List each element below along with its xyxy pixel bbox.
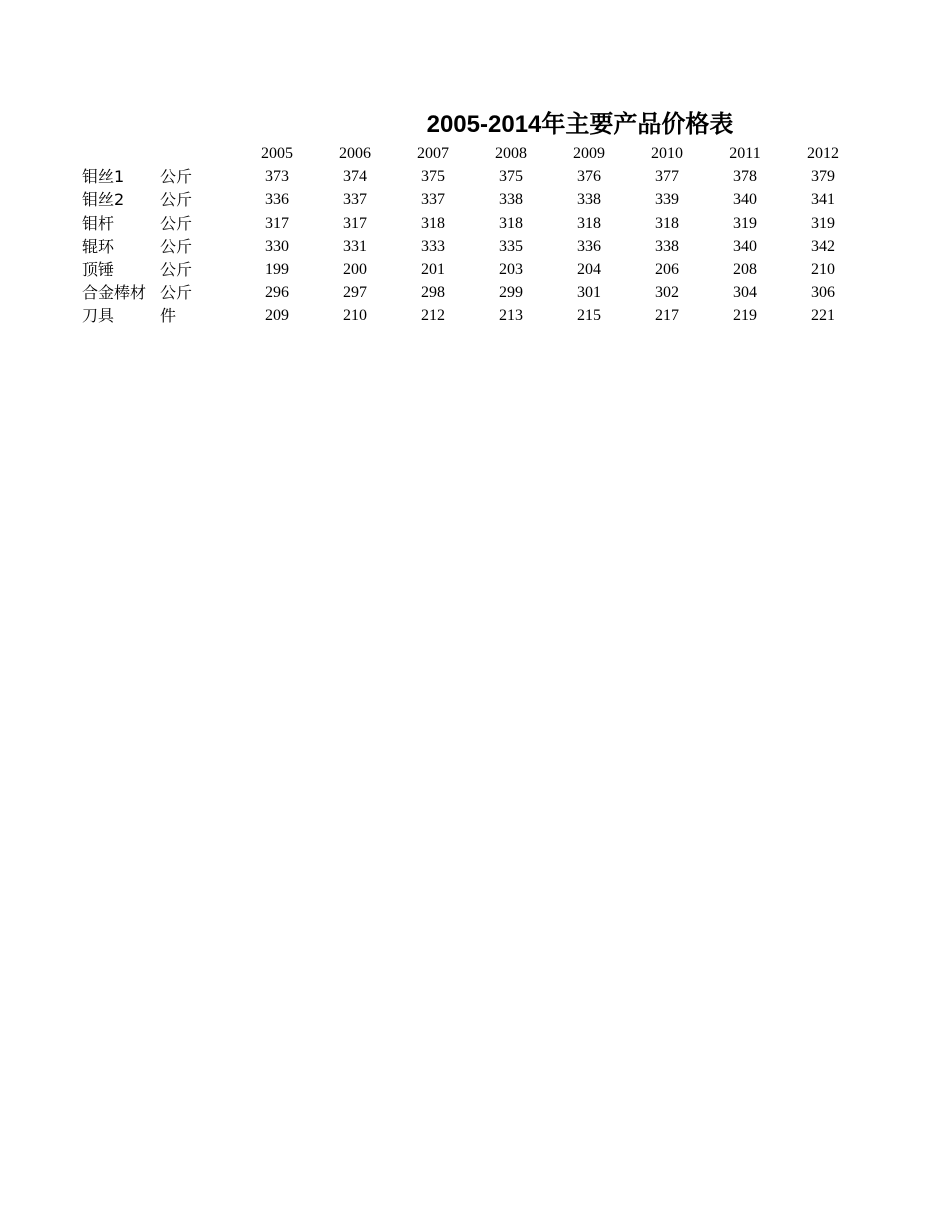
price-cell: 337: [421, 191, 445, 209]
table-row: [82, 304, 862, 327]
price-cell: 319: [811, 214, 835, 232]
year-header: 2012: [807, 145, 839, 163]
price-cell: 330: [265, 237, 289, 255]
year-header-row: [82, 142, 862, 165]
product-name: 钼丝2: [82, 190, 125, 210]
price-cell: 212: [421, 307, 445, 325]
price-cell: 338: [499, 191, 523, 209]
product-name: 刀具: [82, 306, 115, 326]
price-cell: 297: [343, 284, 367, 302]
price-cell: 374: [343, 168, 367, 186]
price-cell: 302: [655, 284, 679, 302]
price-cell: 301: [577, 284, 601, 302]
title-area: [0, 0, 950, 160]
price-cell: 201: [421, 261, 445, 279]
table-row: [82, 235, 862, 258]
price-cell: 219: [733, 307, 757, 325]
price-cell: 221: [811, 307, 835, 325]
price-cell: 209: [265, 307, 289, 325]
price-cell: 319: [733, 214, 757, 232]
price-cell: 318: [499, 214, 523, 232]
price-cell: 208: [733, 261, 757, 279]
price-cell: 333: [421, 237, 445, 255]
price-cell: 317: [265, 214, 289, 232]
table-row: [82, 165, 862, 188]
price-cell: 340: [733, 191, 757, 209]
table-row: [82, 212, 862, 235]
product-unit: 公斤: [160, 260, 193, 280]
price-cell: 378: [733, 168, 757, 186]
price-cell: 298: [421, 284, 445, 302]
price-cell: 204: [577, 261, 601, 279]
price-cell: 337: [343, 191, 367, 209]
product-unit: 公斤: [160, 213, 193, 233]
price-cell: 376: [577, 168, 601, 186]
price-cell: 210: [343, 307, 367, 325]
header-blank-name: [82, 142, 160, 165]
product-unit: 公斤: [160, 283, 193, 303]
price-cell: 200: [343, 261, 367, 279]
price-cell: 213: [499, 307, 523, 325]
price-cell: 375: [421, 168, 445, 186]
year-header: 2011: [729, 145, 761, 163]
product-unit: 公斤: [160, 190, 193, 210]
product-name: 顶锤: [82, 260, 115, 280]
year-header: 2010: [651, 145, 683, 163]
price-cell: 299: [499, 284, 523, 302]
price-cell: 199: [265, 261, 289, 279]
year-header: 2007: [417, 145, 449, 163]
price-cell: 206: [655, 261, 679, 279]
product-name: 辊环: [82, 236, 115, 256]
price-cell: 336: [577, 237, 601, 255]
table-row: [82, 281, 862, 304]
price-cell: 318: [577, 214, 601, 232]
price-cell: 318: [655, 214, 679, 232]
product-name: 合金棒材: [82, 283, 147, 303]
product-name: 钼丝1: [82, 167, 125, 187]
price-cell: 306: [811, 284, 835, 302]
price-cell: 375: [499, 168, 523, 186]
product-unit: 公斤: [160, 236, 193, 256]
price-cell: 338: [655, 237, 679, 255]
product-name: 钼杆: [82, 213, 115, 233]
price-cell: 215: [577, 307, 601, 325]
price-cell: 304: [733, 284, 757, 302]
price-cell: 342: [811, 237, 835, 255]
price-cell: 331: [343, 237, 367, 255]
table-row: [82, 188, 862, 211]
price-cell: 373: [265, 168, 289, 186]
product-unit: 公斤: [160, 167, 193, 187]
price-cell: 341: [811, 191, 835, 209]
price-cell: 336: [265, 191, 289, 209]
year-header: 2006: [339, 145, 371, 163]
price-cell: 203: [499, 261, 523, 279]
product-unit: 件: [160, 306, 177, 326]
price-cell: 210: [811, 261, 835, 279]
price-cell: 317: [343, 214, 367, 232]
price-cell: 340: [733, 237, 757, 255]
price-cell: 339: [655, 191, 679, 209]
year-header: 2008: [495, 145, 527, 163]
year-header: 2005: [261, 145, 293, 163]
price-cell: 338: [577, 191, 601, 209]
page-title: 2005-2014年主要产品价格表: [426, 111, 734, 138]
price-cell: 217: [655, 307, 679, 325]
price-cell: 377: [655, 168, 679, 186]
table-row: [82, 258, 862, 281]
price-cell: 335: [499, 237, 523, 255]
year-header: 2009: [573, 145, 605, 163]
header-blank-unit: [160, 142, 238, 165]
price-cell: 296: [265, 284, 289, 302]
price-cell: 318: [421, 214, 445, 232]
price-cell: 379: [811, 168, 835, 186]
price-table: [82, 142, 862, 328]
